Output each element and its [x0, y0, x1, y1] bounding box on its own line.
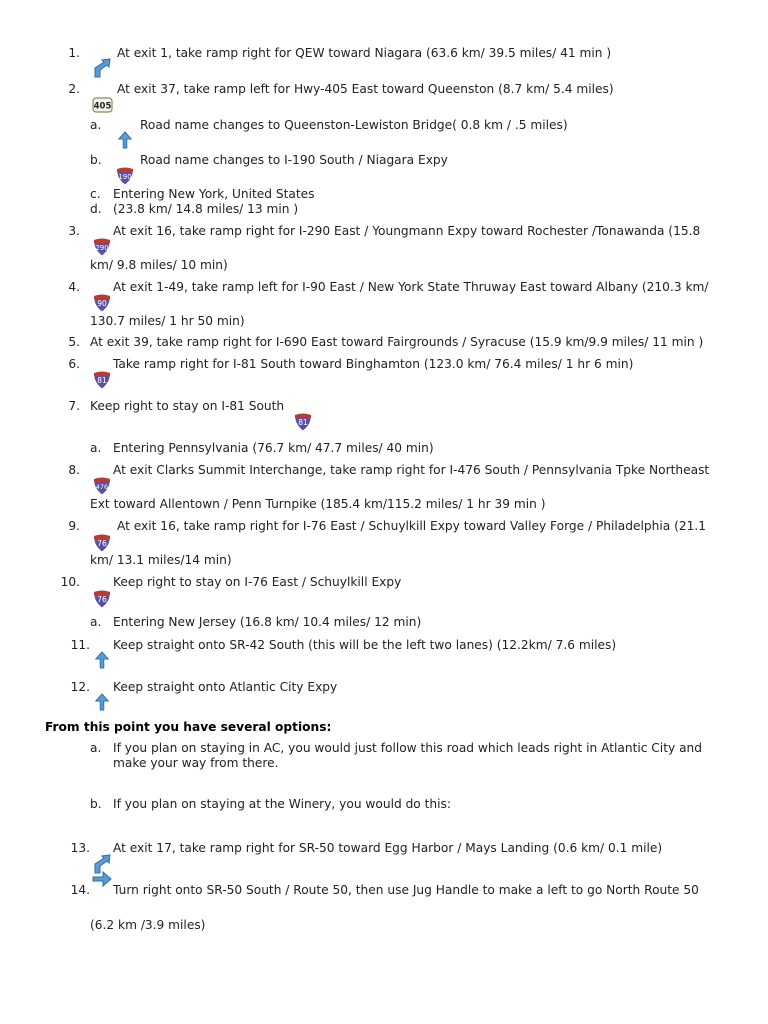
step-number: 3.: [68, 224, 80, 238]
step-text-line2: km/ 9.8 miles/ 10 min): [90, 258, 228, 272]
step-text-line2: (6.2 km /3.9 miles): [90, 918, 206, 932]
option-text-line1: If you plan on staying in AC, you would just follow this road which leads right in Atlantic City and: [113, 741, 702, 755]
step-number: 1.: [68, 46, 80, 60]
substep-text: Road name changes to Queenston-Lewiston Bridge( 0.8 km / .5 miles): [140, 118, 568, 132]
step-text: Keep right to stay on I-76 East / Schuylkill Expy: [113, 575, 402, 589]
options-heading: From this point you have several options:: [45, 720, 332, 734]
turn-right-arrow-icon: [91, 869, 113, 889]
substep-text: Entering New York, United States: [113, 187, 315, 201]
step-number: 10.: [60, 575, 80, 589]
i-81-shield-icon: [92, 370, 112, 390]
step-number: 6.: [68, 357, 80, 371]
step-text: Keep right to stay on I-81 South: [90, 399, 285, 413]
step-text-line2: Ext toward Allentown / Penn Turnpike (185.4 km/115.2 miles/ 1 hr 39 min ): [90, 497, 546, 511]
i-290-shield-icon: [92, 237, 112, 257]
step-text: At exit 17, take ramp right for SR-50 toward Egg Harbor / Mays Landing (0.6 km/ 0.1 mile): [113, 841, 663, 855]
step-text: At exit 1, take ramp right for QEW toward Niagara (63.6 km/ 39.5 miles/ 41 min ): [117, 46, 612, 60]
option-text: If you plan on staying at the Winery, you would do this:: [113, 797, 451, 811]
step-text-line2: 130.7 miles/ 1 hr 50 min): [90, 314, 245, 328]
substep-text: Entering New Jersey (16.8 km/ 10.4 miles/ 12 min): [113, 615, 422, 629]
step-text-line2: km/ 13.1 miles/14 min): [90, 553, 232, 567]
step-text-line1: At exit 16, take ramp right for I-290 East / Youngmann Expy toward Rochester /Tonawanda (15.8: [113, 224, 701, 238]
option-text-line2: make your way from there.: [113, 756, 279, 770]
ramp-right-icon: [92, 58, 112, 78]
substep-text: Entering Pennsylvania (76.7 km/ 47.7 miles/ 40 min): [113, 441, 434, 455]
step-number: 13.: [70, 841, 90, 855]
svg-text:290: 290: [95, 244, 109, 252]
option-label: a.: [90, 741, 102, 755]
step-text-line1: Turn right onto SR-50 South / Route 50, then use Jug Handle to make a left to go North Route 50: [113, 883, 699, 897]
step-text: At exit 39, take ramp right for I-690 East toward Fairgrounds / Syracuse (15.9 km/9.9 miles/ 11 min ): [90, 335, 704, 349]
step-text: Take ramp right for I-81 South toward Binghamton (123.0 km/ 76.4 miles/ 1 hr 6 min): [113, 357, 634, 371]
svg-text:81: 81: [298, 418, 308, 427]
step-text: Keep straight onto Atlantic City Expy: [113, 680, 338, 694]
substep-label: b.: [90, 153, 102, 167]
step-number: 5.: [68, 335, 80, 349]
step-number: 4.: [68, 280, 80, 294]
substep-label: c.: [90, 187, 101, 201]
step-text-line1: At exit 1-49, take ramp left for I-90 East / New York State Thruway East toward Albany (210.3 km/: [113, 280, 709, 294]
i-476-shield-icon: [92, 476, 112, 496]
step-number: 14.: [70, 883, 90, 897]
straight-arrow-icon: [93, 692, 111, 712]
substep-text: (23.8 km/ 14.8 miles/ 13 min ): [113, 202, 299, 216]
straight-arrow-icon: [116, 130, 134, 150]
step-text-line1: At exit Clarks Summit Interchange, take ramp right for I-476 South / Pennsylvania Tpke Northeast: [113, 463, 710, 477]
i-90-shield-icon: [92, 293, 112, 313]
i-190-shield-icon: [115, 166, 135, 186]
substep-label: d.: [90, 202, 102, 216]
svg-text:405: 405: [93, 101, 112, 112]
option-label: b.: [90, 797, 102, 811]
substep-label: a.: [90, 118, 102, 132]
straight-arrow-icon: [93, 650, 111, 670]
step-number: 8.: [68, 463, 80, 477]
svg-text:476: 476: [95, 483, 109, 491]
i-81-shield-icon: [293, 412, 313, 432]
i-76-shield-icon: [92, 533, 112, 553]
substep-label: a.: [90, 615, 102, 629]
svg-text:76: 76: [97, 539, 107, 548]
hwy-405-shield-icon: [92, 97, 113, 113]
step-text: Keep straight onto SR-42 South (this will be the left two lanes) (12.2km/ 7.6 miles): [113, 638, 617, 652]
step-number: 12.: [70, 680, 90, 694]
step-number: 11.: [70, 638, 90, 652]
svg-text:76: 76: [97, 595, 107, 604]
substep-text: Road name changes to I-190 South / Niagara Expy: [140, 153, 448, 167]
step-number: 2.: [68, 82, 80, 96]
step-text: At exit 37, take ramp left for Hwy-405 East toward Queenston (8.7 km/ 5.4 miles): [117, 82, 614, 96]
svg-text:90: 90: [97, 299, 107, 308]
substep-label: a.: [90, 441, 102, 455]
svg-text:190: 190: [118, 173, 132, 181]
step-number: 7.: [68, 399, 80, 413]
i-76-shield-icon: [92, 589, 112, 609]
step-number: 9.: [68, 519, 80, 533]
step-text-line1: At exit 16, take ramp right for I-76 East / Schuylkill Expy toward Valley Forge / Philadelphia (21.1: [117, 519, 706, 533]
svg-text:81: 81: [97, 376, 107, 385]
